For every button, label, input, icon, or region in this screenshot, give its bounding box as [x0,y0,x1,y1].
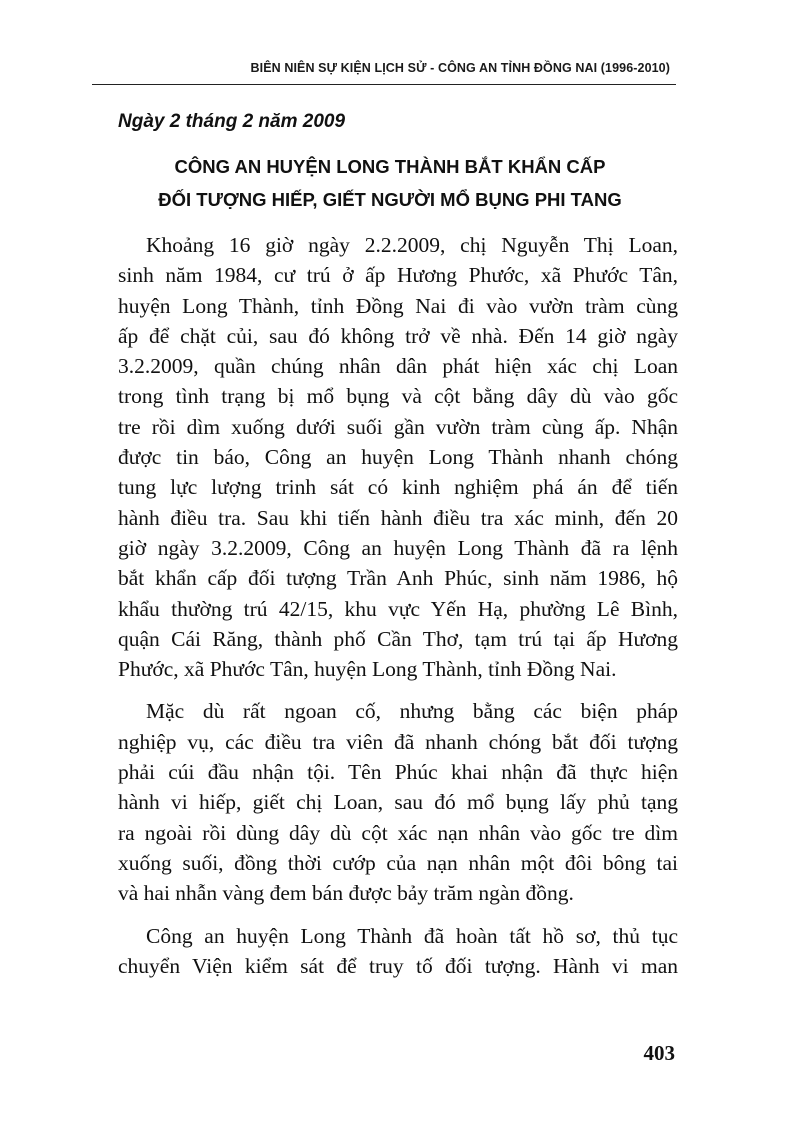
paragraph-3 [118,921,678,982]
header-rule [92,84,676,85]
text-line: được tin báo, Công an huyện Long Thành nhanh chóng [118,445,678,470]
text-line: hành vi hiếp, giết chị Loan, sau đó mổ bụng lấy phủ tạng [118,790,678,815]
text-line: giờ ngày 3.2.2009, Công an huyện Long Thành đã ra lệnh [118,535,678,560]
body-text [118,230,678,993]
text-line: bắt khẩn cấp đối tượng Trần Anh Phúc, sinh năm 1986, hộ [118,566,678,591]
text-line: chuyển Viện kiểm sát để truy tố đối tượng. Hành vi man [118,953,678,978]
text-line: xuống suối, đồng thời cướp của nạn nhân một đôi bông tai [118,850,678,875]
text-line: 3.2.2009, quần chúng nhân dân phát hiện xác chị Loan [118,354,678,379]
text-line: Phước, xã Phước Tân, huyện Long Thành, tỉnh Đồng Nai. [118,657,617,682]
text-line: Mặc dù rất ngoan cố, nhưng bằng các biện pháp [146,699,678,724]
text-line: quận Cái Răng, thành phố Cần Thơ, tạm trú tại ấp Hương [118,626,678,651]
entry-title-line: CÔNG AN HUYỆN LONG THÀNH BẮT KHẨN CẤP [174,156,606,177]
text-line: nghiệp vụ, các điều tra viên đã nhanh chóng bắt đối tượng [118,729,678,754]
text-line: và hai nhẫn vàng đem bán được bảy trăm ngàn đồng. [118,881,574,906]
text-line: khẩu thường trú 42/15, khu vực Yến Hạ, phường Lê Bình, [118,596,678,621]
text-line: Công an huyện Long Thành đã hoàn tất hồ sơ, thủ tục [146,923,678,948]
entry-date: Ngày 2 tháng 2 năm 2009 [118,111,346,132]
paragraph-2 [118,696,678,908]
text-line: hành điều tra. Sau khi tiến hành điều tra xác minh, đến 20 [118,505,678,530]
text-line: tre rồi dìm xuống dưới suối gần vườn tràm cùng ấp. Nhận [118,414,678,439]
text-line: sinh năm 1984, cư trú ở ấp Hương Phước, xã Phước Tân, [118,263,678,288]
text-line: huyện Long Thành, tỉnh Đồng Nai đi vào vườn tràm cùng [118,293,678,318]
text-line: ra ngoài rồi dùng dây dù cột xác nạn nhân vào gốc tre dìm [118,820,678,845]
entry-title [100,150,680,216]
page-number: 403 [643,1041,675,1065]
running-header: BIÊN NIÊN SỰ KIỆN LỊCH SỬ - CÔNG AN TỈNH ĐỒNG NAI (1996-2010) [250,61,670,75]
text-line: tung lực lượng trinh sát có kinh nghiệm phá án để tiến [118,475,678,500]
text-line: Khoảng 16 giờ ngày 2.2.2009, chị Nguyễn Thị Loan, [146,233,678,257]
text-line: phải cúi đầu nhận tội. Tên Phúc khai nhận đã thực hiện [118,760,678,785]
text-line: ấp để chặt củi, sau đó không trở về nhà. Đến 14 giờ ngày [118,323,678,348]
text-line: trong tình trạng bị mổ bụng và cột bằng dây dù vào gốc [118,384,678,409]
entry-title-line: ĐỐI TƯỢNG HIẾP, GIẾT NGƯỜI MỔ BỤNG PHI TANG [158,189,622,210]
paragraph-1 [118,230,678,684]
